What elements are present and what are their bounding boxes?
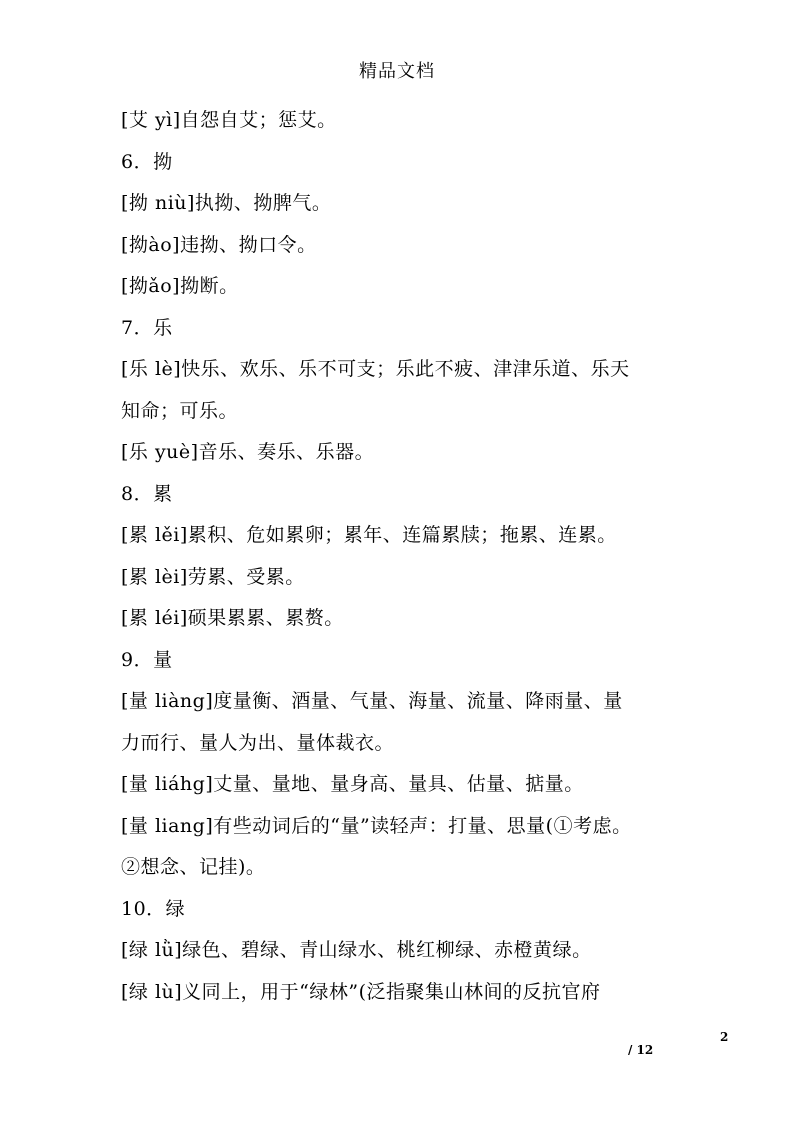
section-heading: 10．绿 [121,897,186,920]
text-line: [累 lěi]累积、危如累卵；累年、连篇累牍；拖累、连累。 [121,524,617,546]
text-line: 知命；可乐。 [121,399,239,422]
page-number: 2 [720,1030,729,1044]
page-total: / 12 [628,1043,654,1057]
text-line: [量 liáhg]丈量、量地、量身高、量具、估量、掂量。 [121,773,584,795]
text-line: [绿 lù]义同上，用于“绿林”(泛指聚集山林间的反抗官府 [121,980,601,1003]
document-body [121,100,677,1013]
section-heading: 9．量 [121,648,173,671]
text-line: 力而行、量人为出、量体裁衣。 [121,731,395,754]
section-heading: 7．乐 [121,316,173,339]
text-line: [乐 yuè]音乐、奏乐、乐器。 [121,441,375,463]
text-line: [拗ào]违拗、拗口令。 [121,233,317,256]
text-line: [累 lèi]劳累、受累。 [121,565,305,588]
text-line: [艾 yì]自怨自艾；惩艾。 [121,109,337,131]
page-header-title: 精品文档 [359,61,435,82]
section-heading: 6．拗 [121,150,173,173]
text-line: [绿 lǜ]绿色、碧绿、青山绿水、桃红柳绿、赤橙黄绿。 [121,939,592,961]
text-line: [量 liàng]度量衡、酒量、气量、海量、流量、降雨量、量 [121,690,623,712]
text-line: [拗ǎo]拗断。 [121,275,239,297]
text-line: [累 léi]硕果累累、累赘。 [121,607,344,629]
text-line: ②想念、记挂)。 [121,856,266,878]
section-heading: 8．累 [121,482,173,505]
text-line: [拗 niù]执拗、拗脾气。 [121,192,332,214]
text-line: [乐 lè]快乐、欢乐、乐不可支；乐此不疲、津津乐道、乐天 [121,358,630,380]
text-line: [量 liang]有些动词后的“量”读轻声：打量、思量(①考虑。 [121,814,632,837]
